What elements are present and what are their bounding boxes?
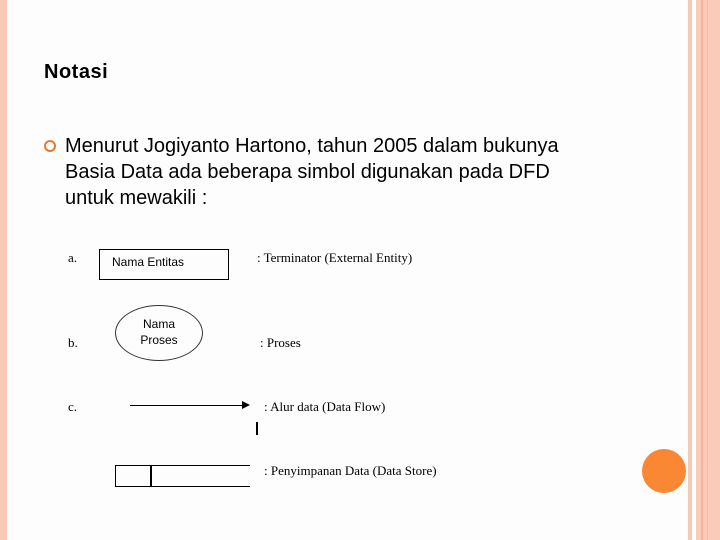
data-store-symbol <box>115 465 116 487</box>
right-stripe <box>701 0 703 540</box>
item-letter: c. <box>68 399 78 414</box>
right-stripe <box>707 0 708 540</box>
process-label: Proses <box>140 333 178 347</box>
right-stripe <box>696 0 720 540</box>
right-stripe <box>688 0 692 540</box>
item-letter: a. <box>68 250 78 265</box>
bullet-icon <box>44 140 56 152</box>
entity-label: Nama Entitas <box>112 255 185 269</box>
data-store-symbol <box>115 486 250 487</box>
item-letter: b. <box>68 335 78 350</box>
bullet-text: Menurut Jogiyanto Hartono, tahun 2005 dalam bukunya Basia Data ada beberapa simbol digunakan pada DFD untuk mewakili : <box>65 135 559 209</box>
data-flow-arrow <box>130 405 244 406</box>
decorative-circle <box>642 449 686 493</box>
process-symbol <box>115 305 203 361</box>
arrow-head-icon <box>242 401 250 409</box>
symbol-description: : Terminator (External Entity) <box>257 250 413 265</box>
data-store-symbol <box>115 465 250 466</box>
external-entity-symbol <box>99 249 229 280</box>
process-label: Nama <box>142 317 175 331</box>
data-store-divider <box>150 465 152 487</box>
text-cursor-mark <box>256 422 258 435</box>
symbol-description: : Proses <box>260 335 301 350</box>
symbol-description: : Alur data (Data Flow) <box>264 399 386 414</box>
slide-title: Notasi <box>44 61 109 83</box>
symbol-description: : Penyimpanan Data (Data Store) <box>264 463 437 478</box>
left-border <box>0 0 7 540</box>
